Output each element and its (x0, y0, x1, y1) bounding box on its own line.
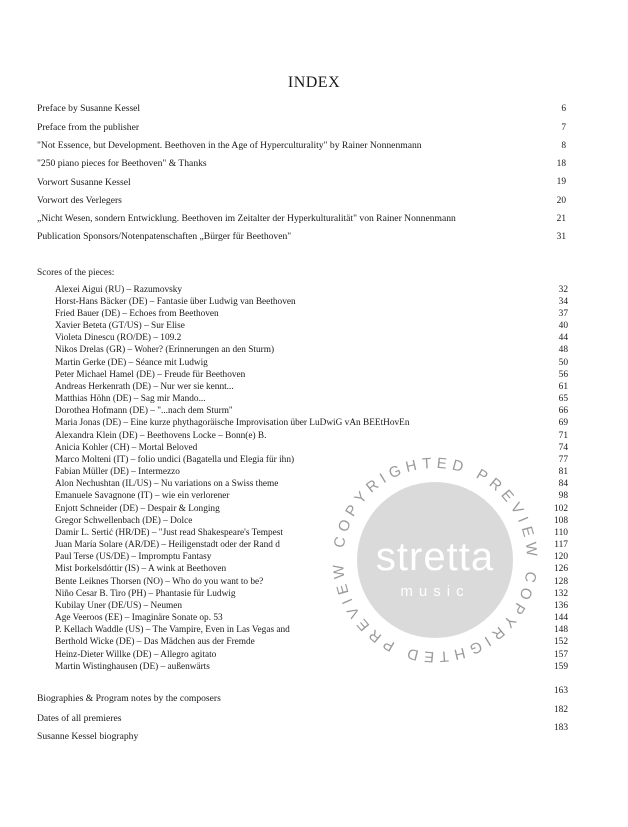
page-number: 74 (558, 443, 568, 453)
page-number: 117 (554, 540, 568, 550)
page-number: 21 (556, 214, 566, 224)
list-item: Enjott Schneider (DE) – Despair & Longing (55, 504, 220, 514)
stretta-watermark (330, 455, 540, 665)
list-item: Kubilay Uner (DE/US) – Neumen (55, 601, 183, 611)
list-item: Damir L. Sertić (HR/DE) – "Just read Shakespeare's Tempest (55, 528, 283, 538)
page-number: 34 (558, 297, 568, 307)
page-number: 159 (553, 662, 568, 672)
page-number: 157 (553, 650, 568, 660)
page-number: 20 (556, 196, 566, 206)
list-item: Niño Cesar B. Tiro (PH) – Phantasie für Ludwig (55, 589, 236, 599)
page-number: 6 (561, 104, 566, 114)
page-number: 44 (558, 333, 568, 343)
page-number: 136 (553, 601, 568, 611)
page-number: 128 (553, 577, 568, 587)
list-item: Alexei Aigui (RU) – Razumovsky (55, 285, 183, 295)
page-number: 183 (553, 723, 568, 733)
list-item: Nikos Drelas (GR) – Woher? (Erinnerungen an den Sturm) (55, 345, 275, 355)
page-number: 18 (556, 159, 566, 169)
index-entry: Susanne Kessel biography (37, 731, 139, 742)
list-item: Berthold Wicke (DE) – Das Mädchen aus der Fremde (55, 637, 255, 647)
list-item: Bente Leiknes Thorsen (NO) – Who do you want to be? (55, 577, 264, 587)
page-number: 69 (558, 418, 568, 428)
list-item: Martin Wistinghausen (DE) – außenwärts (55, 662, 210, 672)
page-number: 65 (558, 394, 568, 404)
page-number: 8 (561, 141, 566, 151)
page-number: 19 (556, 177, 566, 187)
page-number: 50 (558, 358, 568, 368)
page-number: 98 (558, 491, 568, 501)
list-item: Emanuele Savagnone (IT) – wie ein verlorener (55, 491, 230, 501)
page-number: 66 (558, 406, 568, 416)
index-entry: Publication Sponsors/Notenpatenschaften „Bürger für Beethoven" (37, 231, 292, 242)
watermark-logo-subtext: music (400, 583, 470, 600)
page-number: 132 (553, 589, 568, 599)
list-item: Heinz-Dieter Willke (DE) – Allegro agitato (55, 650, 217, 660)
list-item: Fabian Müller (DE) – Intermezzo (55, 467, 180, 477)
page-number: 84 (558, 479, 568, 489)
list-item: Marco Molteni (IT) – folio undici (Bagatella und Elegia für ihn) (55, 455, 295, 465)
index-entry: „Nicht Wesen, sondern Entwicklung. Beethoven im Zeitalter der Hyperkulturalität" von Rainer Nonnenmann (37, 213, 456, 224)
page-number: 56 (558, 370, 568, 380)
page-number: 77 (558, 455, 568, 465)
page-number: 110 (554, 528, 568, 538)
watermark-ring-text: COPYRIGHTED PREVIEW COPYRIGHTED PREVIEW (330, 455, 540, 665)
list-item: Fried Bauer (DE) – Echoes from Beethoven (55, 309, 219, 319)
page-number: 40 (558, 321, 568, 331)
list-item: Maria Jonas (DE) – Eine kurze phythagoräische Improvisation über LuDwiG vAn BEEtHovEn (55, 418, 410, 428)
page-number: 163 (553, 686, 568, 696)
index-entry: Dates of all premieres (37, 713, 122, 724)
page-number: 120 (553, 552, 568, 562)
page-number: 37 (558, 309, 568, 319)
list-item: Anicia Kohler (CH) – Mortal Beloved (55, 443, 198, 453)
list-item: Xavier Beteta (GT/US) – Sur Elise (55, 321, 185, 331)
page-number: 148 (553, 625, 568, 635)
list-item: Juan María Solare (AR/DE) – Heiligenstadt oder der Rand d (55, 540, 280, 550)
list-item: Gregor Schwellenbach (DE) – Dolce (55, 516, 193, 526)
list-item: Dorothea Hofmann (DE) – "...nach dem Sturm" (55, 406, 233, 416)
section-heading: Scores of the pieces: (37, 268, 115, 278)
page-number: 32 (558, 285, 568, 295)
index-entry: "Not Essence, but Development. Beethoven in the Age of Hyperculturality" by Rainer Nonnenmann (37, 140, 422, 151)
page-number: 144 (553, 613, 568, 623)
list-item: Alexandra Klein (DE) – Beethovens Locke – Bonn(e) B. (55, 431, 267, 441)
list-item: Peter Michael Hamel (DE) – Freude für Beethoven (55, 370, 246, 380)
watermark-logo-text: stretta (375, 535, 495, 579)
page-number: 182 (553, 705, 568, 715)
list-item: Violeta Dinescu (RO/DE) – 109.2 (55, 333, 182, 343)
index-entry: Preface from the publisher (37, 122, 140, 133)
list-item: Horst-Hans Bäcker (DE) – Fantasie über Ludwig van Beethoven (55, 297, 296, 307)
index-entry: "250 piano pieces for Beethoven" & Thanks (37, 158, 207, 169)
index-entry: Preface by Susanne Kessel (37, 103, 141, 114)
page-number: 108 (553, 516, 568, 526)
list-item: P. Kellach Waddle (US) – The Vampire, Even in Las Vegas and (55, 625, 290, 635)
page-number: 126 (553, 564, 568, 574)
list-item: Paul Terse (US/DE) – Impromptu Fantasy (55, 552, 212, 562)
page-number: 71 (558, 431, 568, 441)
list-item: Alon Nechushtan (IL/US) – Nu variations on a Swiss theme (55, 479, 279, 489)
page-number: 61 (558, 382, 568, 392)
list-item: Age Veeroos (EE) – Imaginäre Sonate op. 53 (55, 613, 223, 623)
list-item: Mist Þorkelsdóttir (IS) – A wink at Beethoven (55, 564, 227, 574)
page-number: 152 (553, 637, 568, 647)
list-item: Matthias Höhn (DE) – Sag mir Mando... (55, 394, 206, 404)
index-entry: Vorwort des Verlegers (37, 195, 122, 206)
page-number: 48 (558, 345, 568, 355)
list-item: Martin Gerke (DE) – Séance mit Ludwig (55, 358, 208, 368)
list-item: Andreas Herkenrath (DE) – Nur wer sie kennt... (55, 382, 234, 392)
page-number: 7 (561, 123, 566, 133)
index-entry: Biographies & Program notes by the composers (37, 693, 221, 704)
page-number: 102 (553, 504, 568, 514)
page-number: 81 (558, 467, 568, 477)
page-number: 31 (556, 232, 566, 242)
page-title: INDEX (287, 74, 341, 91)
index-entry: Vorwort Susanne Kessel (37, 177, 131, 188)
